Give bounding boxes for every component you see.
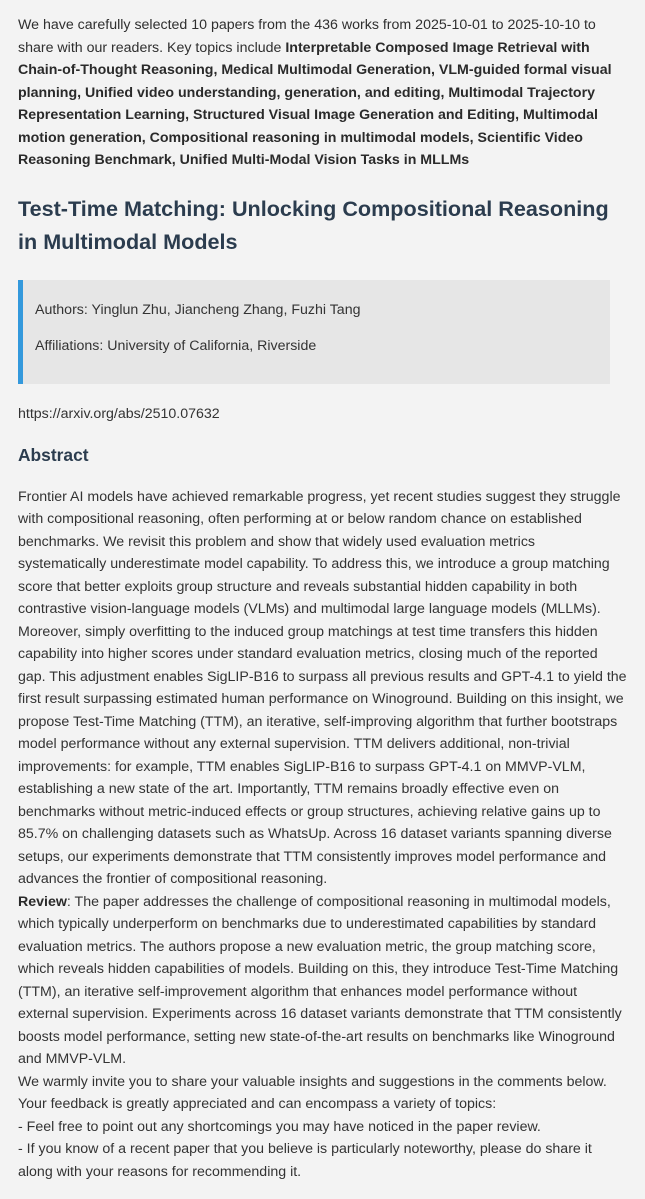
paper-affiliations: Affiliations: University of California, Riverside <box>35 337 317 354</box>
abstract-text: Frontier AI models have achieved remarkable progress, yet recent studies suggest they struggle with compositional reasoning, often performing at or below random chance on established benchmarks. We revisit this problem and show that widely used evaluation metrics systematically underestimate model capability. To address this, we introduce a group matching score that better exploits group structure and reveals substantial hidden capability in both contrastive vision-language models (VLMs) and multimodal large language models (MLLMs). Moreover, simply overfitting to the induced group matchings at test time transfers this hidden capability into higher scores under standard evaluation metrics, closing much of the reported gap. This adjustment enables SigLIP-B16 to surpass all previous results and GPT-4.1 to yield the first result surpassing estimated human performance on Winoground. Building on this insight, we propose Test-Time Matching (TTM), an iterative, self-improving algorithm that further bootstraps model performance without any external supervision. TTM delivers additional, non-trivial improvements: for example, TTM enables SigLIP-B16 to surpass GPT-4.1 on MMVP-VLM, establishing a new state of the art. Importantly, TTM remains broadly effective even on benchmarks without metric-induced effects or group structures, achieving relative gains up to 85.7% on challenging datasets such as WhatsUp. Across 16 dataset variants spanning diverse setups, our experiments demonstrate that TTM consistently improves model performance and advances the frontier of compositional reasoning. <box>18 488 627 887</box>
author-info-box <box>18 280 610 384</box>
paper-authors: Authors: Yinglun Zhu, Jiancheng Zhang, Fuzhi Tang <box>35 301 361 318</box>
review-label: Review <box>18 893 67 910</box>
paper-url: https://arxiv.org/abs/2510.07632 <box>18 405 220 422</box>
review-paragraph <box>18 891 627 1071</box>
intro-lead: We have carefully selected 10 papers from the 436 works from 2025-10-01 to 2025-10-10 to share with our readers. Key topics include <box>18 17 596 56</box>
closing-bullet-2: - If you know of a recent paper that you believe is particularly noteworthy, please do share it along with your reasons for recommending it. <box>18 1141 592 1180</box>
closing-invite: We warmly invite you to share your valuable insights and suggestions in the comments below. Your feedback is greatly appreciated and can encompass a variety of topics: <box>18 1073 607 1112</box>
paper-title: Test-Time Matching: Unlocking Compositional Reasoning in Multimodal Models <box>18 195 609 254</box>
closing-bullet-1: - Feel free to point out any shortcomings you may have noticed in the paper review. <box>18 1118 541 1135</box>
intro-paragraph <box>18 14 627 172</box>
review-text: : The paper addresses the challenge of compositional reasoning in multimodal models, which typically underperform on benchmarks due to underestimated capabilities by standard evaluation metrics. The authors propose a new evaluation metric, the group matching score, which reveals hidden capabilities of models. Building on this, they introduce Test-Time Matching (TTM), an iterative self-improvement algorithm that enhances model performance without external supervision. Experiments across 16 dataset variants demonstrate that TTM consistently boosts model performance, setting new state-of-the-art results on benchmarks like Winoground and MMVP-VLM. <box>18 893 622 1067</box>
intro-topics: Interpretable Composed Image Retrieval with Chain-of-Thought Reasoning, Medical Multimodal Generation, VLM-guided formal visual planning, Unified video understanding, generation, and editing, Multimodal Trajectory Representation Learning, Structured Visual Image Generation and Editing, Multimodal motion generation, Compositional reasoning in multimodal models, Scientific Video Reasoning Benchmark, Unified Multi-Modal Vision Tasks in MLLMs <box>18 39 612 168</box>
abstract-block <box>18 486 627 1184</box>
abstract-heading: Abstract <box>18 444 89 465</box>
